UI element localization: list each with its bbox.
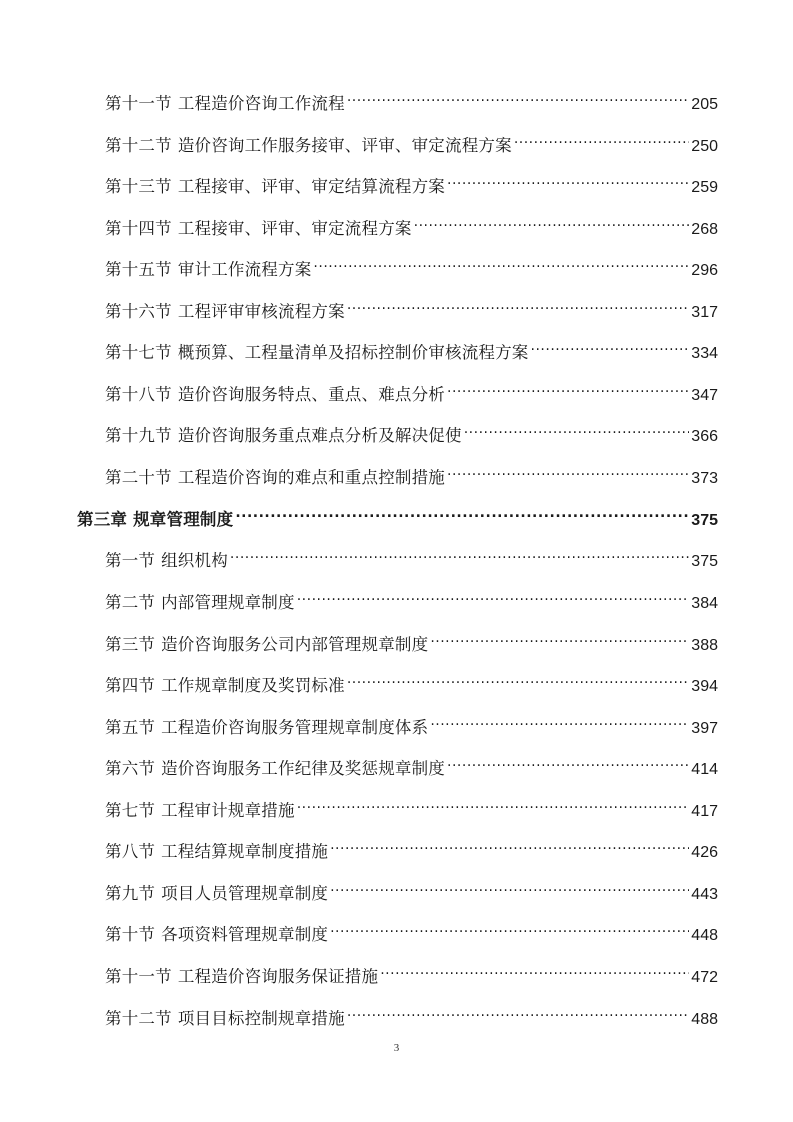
- page-ref: 268: [691, 221, 718, 238]
- section-number: 第十一节: [105, 94, 172, 113]
- page-ref: 375: [691, 512, 718, 529]
- dot-leader: [447, 376, 689, 400]
- toc-entry-label: [105, 716, 428, 740]
- section-title: 工程造价咨询服务管理规章制度体系: [161, 718, 429, 737]
- section-number: 第十二节: [105, 136, 172, 155]
- toc-entry-label: [105, 134, 512, 158]
- toc-entry-label: [105, 799, 295, 823]
- toc-entry[interactable]: [105, 626, 718, 654]
- toc-entry[interactable]: [105, 916, 718, 944]
- toc-entry-label: [105, 965, 378, 989]
- section-number: 第一节: [105, 551, 156, 570]
- section-title: 工程评审审核流程方案: [177, 302, 345, 321]
- section-title: 造价咨询服务公司内部管理规章制度: [161, 635, 429, 654]
- toc-entry[interactable]: [105, 709, 718, 737]
- dot-leader: [447, 459, 689, 483]
- page-ref: 250: [691, 138, 718, 155]
- dot-leader: [313, 251, 689, 275]
- toc-entry-label: [105, 633, 428, 657]
- section-title: 各项资料管理规章制度: [161, 925, 329, 944]
- section-title: 工程造价咨询的难点和重点控制措施: [177, 468, 446, 487]
- section-title: 造价咨询服务特点、重点、难点分析: [177, 385, 446, 404]
- section-title: 工程结算规章制度措施: [161, 842, 329, 861]
- page-ref: 443: [691, 886, 718, 903]
- dot-leader: [430, 626, 689, 650]
- section-number: 第七节: [105, 801, 156, 820]
- section-number: 第二十节: [105, 468, 172, 487]
- section-title: 造价咨询服务工作纪律及奖惩规章制度: [161, 759, 446, 778]
- page-number: 3: [393, 1042, 400, 1054]
- page-ref: 397: [691, 720, 718, 737]
- section-number: 第六节: [105, 759, 156, 778]
- toc-entry-label: [105, 1007, 345, 1031]
- toc-entry[interactable]: [105, 168, 718, 196]
- dot-leader: [235, 501, 689, 525]
- section-number: 第九节: [105, 884, 156, 903]
- toc-entry-label: [105, 882, 328, 906]
- toc-entry[interactable]: [105, 750, 718, 778]
- page-ref: 388: [691, 637, 718, 654]
- section-number: 第十四节: [105, 219, 172, 238]
- dot-leader: [447, 168, 689, 192]
- toc-entry-label: [105, 383, 445, 407]
- dot-leader: [330, 875, 689, 899]
- dot-leader: [347, 293, 689, 317]
- page-ref: 366: [691, 428, 718, 445]
- page-ref: 472: [691, 969, 718, 986]
- dot-leader: [347, 85, 689, 109]
- toc-entry-label: [105, 175, 445, 199]
- page-ref: 414: [691, 761, 718, 778]
- toc-entry[interactable]: [105, 792, 718, 820]
- section-title: 工程造价咨询服务保证措施: [177, 967, 379, 986]
- chapter-number: 第三章: [77, 510, 128, 529]
- section-title: 工程接审、评审、审定结算流程方案: [177, 177, 446, 196]
- dot-leader: [414, 210, 690, 234]
- section-number: 第十六节: [105, 302, 172, 321]
- toc-entry-label: [105, 217, 412, 241]
- section-title: 工程接审、评审、审定流程方案: [177, 219, 412, 238]
- toc-entry[interactable]: [105, 833, 718, 861]
- page-ref: 488: [691, 1011, 718, 1028]
- dot-leader: [531, 334, 690, 358]
- toc-entry[interactable]: [105, 667, 718, 695]
- toc-entry-label: [105, 549, 228, 573]
- section-title: 审计工作流程方案: [177, 260, 312, 279]
- toc-entry[interactable]: [105, 251, 718, 279]
- section-title: 项目目标控制规章措施: [177, 1009, 345, 1028]
- toc-entry-label: [105, 92, 345, 116]
- page-ref: 205: [691, 96, 718, 113]
- toc-entry-label: [105, 341, 529, 365]
- dot-leader: [347, 1000, 689, 1024]
- toc-entry-label: [105, 674, 345, 698]
- toc-entry[interactable]: [105, 85, 718, 113]
- dot-leader: [330, 833, 689, 857]
- toc-entry[interactable]: [105, 584, 718, 612]
- section-number: 第十八节: [105, 385, 172, 404]
- dot-leader: [514, 127, 689, 151]
- dot-leader: [330, 916, 689, 940]
- page-ref: 259: [691, 179, 718, 196]
- toc-entry[interactable]: [105, 459, 718, 487]
- section-number: 第十二节: [105, 1009, 172, 1028]
- page-ref: 394: [691, 678, 718, 695]
- section-number: 第八节: [105, 842, 156, 861]
- toc-entry-label: [105, 757, 445, 781]
- toc-entry-label: [105, 300, 345, 324]
- toc-entry-label: [77, 508, 233, 532]
- section-number: 第二节: [105, 593, 156, 612]
- section-title: 组织机构: [161, 551, 228, 570]
- dot-leader: [464, 417, 690, 441]
- toc-entry[interactable]: [105, 127, 718, 155]
- page-ref: 317: [691, 304, 718, 321]
- page-ref: 448: [691, 927, 718, 944]
- page-ref: 334: [691, 345, 718, 362]
- section-number: 第四节: [105, 676, 156, 695]
- dot-leader: [347, 667, 689, 691]
- section-title: 工程审计规章措施: [161, 801, 295, 820]
- section-title: 概预算、工程量清单及招标控制价审核流程方案: [177, 343, 529, 362]
- section-number: 第十九节: [105, 426, 172, 445]
- toc-entry-label: [105, 258, 311, 282]
- section-title: 项目人员管理规章制度: [161, 884, 329, 903]
- toc-entry[interactable]: [105, 376, 718, 404]
- section-number: 第五节: [105, 718, 156, 737]
- dot-leader: [230, 542, 689, 566]
- page-ref: 426: [691, 844, 718, 861]
- page-ref: 384: [691, 595, 718, 612]
- dot-leader: [430, 709, 689, 733]
- section-title: 内部管理规章制度: [161, 593, 295, 612]
- section-title: 工程造价咨询工作流程: [177, 94, 345, 113]
- page-ref: 417: [691, 803, 718, 820]
- section-title: 造价咨询服务重点难点分析及解决促使: [177, 426, 462, 445]
- section-number: 第十五节: [105, 260, 172, 279]
- section-number: 第十七节: [105, 343, 172, 362]
- dot-leader: [380, 958, 689, 982]
- toc-entry[interactable]: [105, 958, 718, 986]
- toc-entry[interactable]: [105, 875, 718, 903]
- page-ref: 373: [691, 470, 718, 487]
- section-number: 第十一节: [105, 967, 172, 986]
- page-ref: 296: [691, 262, 718, 279]
- chapter-title: 规章管理制度: [133, 510, 234, 529]
- toc-entry[interactable]: [105, 210, 718, 238]
- dot-leader: [447, 750, 689, 774]
- toc-entry[interactable]: [105, 293, 718, 321]
- section-title: 造价咨询工作服务接审、评审、审定流程方案: [177, 136, 512, 155]
- toc-entry[interactable]: [105, 1000, 718, 1028]
- dot-leader: [297, 584, 690, 608]
- section-number: 第十三节: [105, 177, 172, 196]
- toc-entry[interactable]: [105, 334, 718, 362]
- dot-leader: [297, 792, 690, 816]
- toc-entry-label: [105, 466, 445, 490]
- section-number: 第三节: [105, 635, 156, 654]
- toc-chapter-entry[interactable]: [77, 501, 718, 529]
- page-ref: 375: [691, 553, 718, 570]
- toc-entry[interactable]: [105, 417, 718, 445]
- toc-entry-label: [105, 591, 295, 615]
- toc-entry-label: [105, 424, 462, 448]
- toc-entry-label: [105, 923, 328, 947]
- toc-entry[interactable]: [105, 542, 718, 570]
- toc-entry-label: [105, 840, 328, 864]
- section-title: 工作规章制度及奖罚标准: [161, 676, 345, 695]
- section-number: 第十节: [105, 925, 156, 944]
- page-ref: 347: [691, 387, 718, 404]
